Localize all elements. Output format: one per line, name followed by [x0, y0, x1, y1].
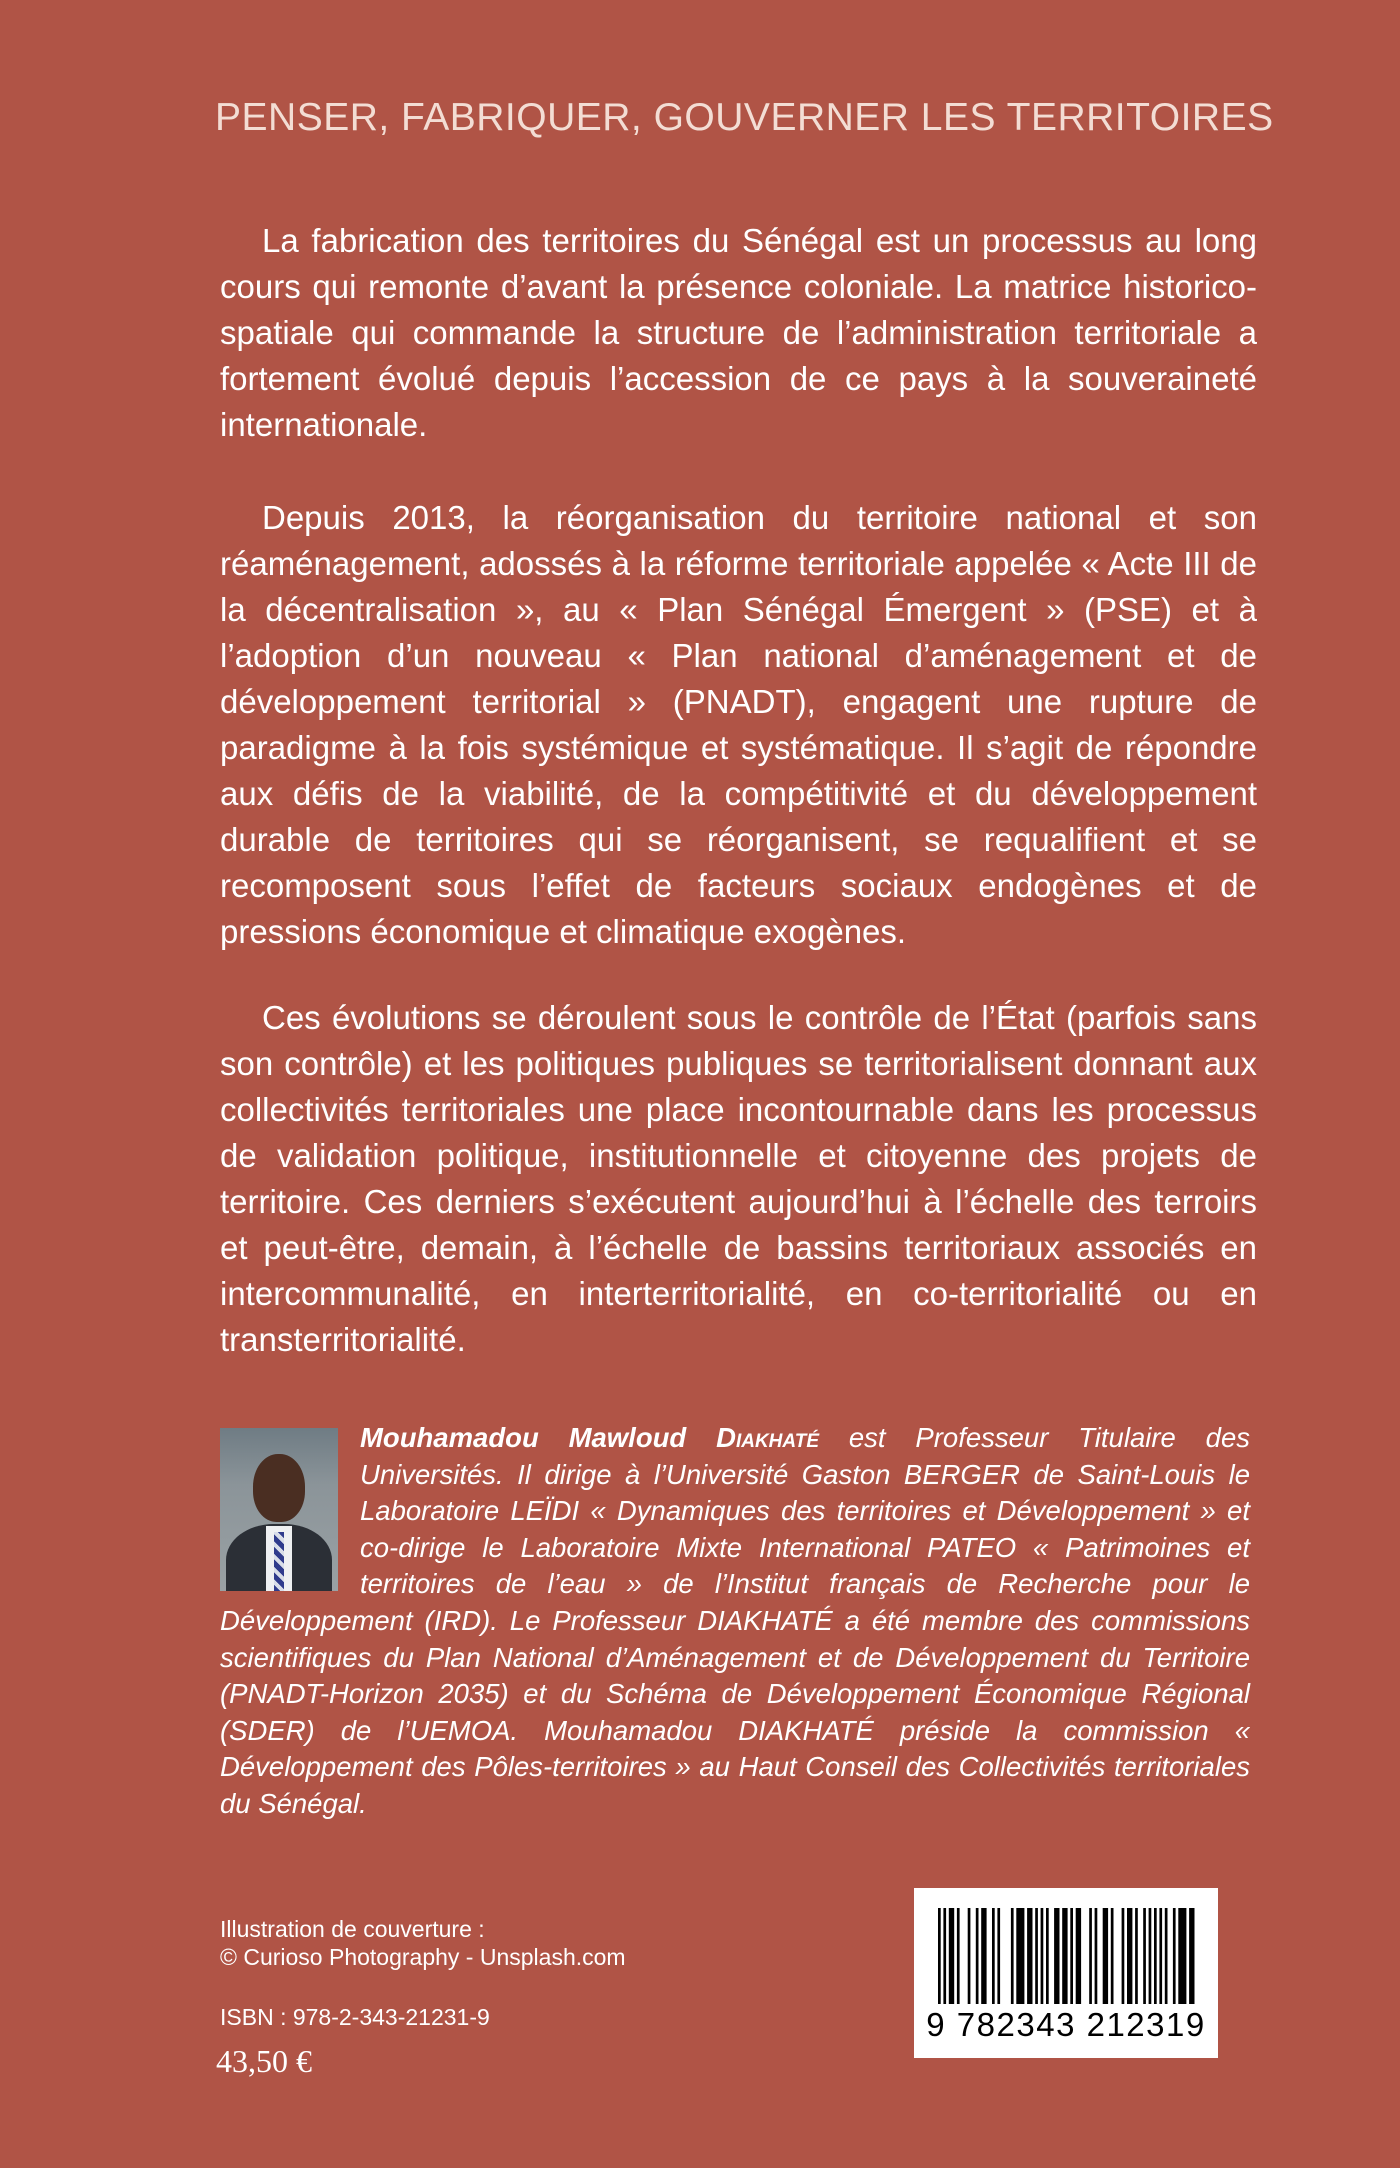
barcode-bar [1076, 1908, 1081, 2004]
barcode-bar [1054, 1908, 1059, 2004]
author-first-names: Mouhamadou Mawloud [360, 1422, 687, 1453]
barcode-bar [1035, 1908, 1038, 2004]
barcode-bar [1154, 1908, 1157, 2004]
barcode-bar [1149, 1908, 1152, 2004]
barcode-bar [957, 1908, 960, 2004]
barcode-bar [1159, 1908, 1162, 2004]
summary-paragraph-1 [220, 218, 1257, 448]
barcode-bar [968, 1908, 971, 2004]
barcode-bar [949, 1908, 954, 2004]
paragraph-text: Depuis 2013, la réorganisation du territoire national et son réaménagement, adossés à la réforme territoriale appelée « Acte III de la décentralisation », au « Plan Sénégal Émergent » (PSE) et à l’adoption d’un nouveau « Plan national d’aménagement et de développement territorial » (PNADT), engagent une rupture de paradigme à la fois systémique et systématique. Il s’agit de répondre aux défis de la viabilité, de la compétitivité et du développement durable de territoires qui se réorganisent, se requalifient et se recomposent sous l’effet de facteurs sociaux endogènes et de pressions économique et climatique exogènes. [220, 499, 1257, 950]
book-title: PENSER, FABRIQUER, GOUVERNER LES TERRITOIRES [215, 96, 1274, 139]
barcode-bar [1111, 1908, 1114, 2004]
barcode-bar [1127, 1908, 1132, 2004]
credits-line-1: Illustration de couverture : [220, 1916, 485, 1942]
author-bio [220, 1420, 1250, 1823]
summary-paragraph-2 [220, 495, 1257, 955]
barcode-bar [1189, 1908, 1194, 2004]
barcode-bar [1178, 1908, 1186, 2004]
barcode-bar [943, 1908, 946, 2004]
barcode-bar [976, 1908, 979, 2004]
barcode-bar [1062, 1908, 1067, 2004]
barcode-bar [1135, 1908, 1138, 2004]
illustration-credits [220, 1915, 626, 1971]
barcode-bar [1041, 1908, 1044, 2004]
isbn: ISBN : 978-2-343-21231-9 [220, 2004, 490, 2030]
barcode-bar [1070, 1908, 1073, 2004]
barcode-bar [1046, 1908, 1049, 2004]
barcode-bar [997, 1908, 1000, 2004]
paragraph-text: Ces évolutions se déroulent sous le contrôle de l’État (parfois sans son contrôle) et les politiques publiques se territorialisent donnant aux collectivités territoriales une place incontournable dans les processus de validation politique, institutionnelle et citoyenne des projets de territoire. Ces derniers s’exécutent aujourd’hui à l’échelle des terroirs et peut-être, demain, à l’échelle de bassins territoriaux associés en intercommunalité, en interterritorialité, en co-territorialité ou en transterritorialité. [220, 999, 1257, 1358]
barcode-bar [981, 1908, 986, 2004]
paragraph-text: La fabrication des territoires du Sénégal est un processus au long cours qui remonte d’avant la présence coloniale. La matrice historico-spatiale qui commande la structure de l’administration territoriale a fortement évolué depuis l’accession de ce pays à la souveraineté internationale. [220, 222, 1257, 443]
barcode-bar [1095, 1908, 1098, 2004]
barcode-digits: 9 782343 212319 [926, 2006, 1206, 2043]
barcode-bars [936, 1908, 1196, 2004]
barcode-bar [1011, 1908, 1014, 2004]
author-bio-body: est Professeur Titulaire des Universités. Il dirige à l’Université Gaston BERGER de Saint-Louis le Laboratoire LEÏDI « Dynamiques des territoires et Développement » et co-dirige le Laboratoire Mixte International PATEO « Patrimoines et territoires de l’eau » de l’Institut français de Recherche pour le Développement (IRD). Le Professeur DIAKHATÉ a été membre des commissions scientifiques du Plan National d’Aménagement et de Développement du Territoire (PNADT-Horizon 2035) et du Schéma de Développement Économique Régional (SDER) de l’UEMOA. Mouhamadou DIAKHATÉ préside la commission « Développement des Pôles-territoires » au Haut Conseil des Collectivités territoriales du Sénégal. [220, 1422, 1250, 1819]
barcode-bar [938, 1908, 941, 2004]
barcode [914, 1888, 1218, 2058]
author-surname: Diakhaté [716, 1422, 819, 1453]
barcode-bar [1165, 1908, 1168, 2004]
barcode-bar [992, 1908, 995, 2004]
barcode-bar [1027, 1908, 1032, 2004]
barcode-bar [1173, 1908, 1176, 2004]
barcode-bar [1016, 1908, 1024, 2004]
barcode-bar [1089, 1908, 1092, 2004]
author-bio-text [220, 1420, 1250, 1823]
barcode-bar [1122, 1908, 1125, 2004]
price: 43,50 € [216, 2043, 312, 2079]
credits-line-2: © Curioso Photography - Unsplash.com [220, 1944, 626, 1970]
summary-paragraph-3 [220, 995, 1257, 1363]
barcode-bar [1103, 1908, 1108, 2004]
barcode-bar [1143, 1908, 1146, 2004]
author-photo [220, 1428, 338, 1591]
